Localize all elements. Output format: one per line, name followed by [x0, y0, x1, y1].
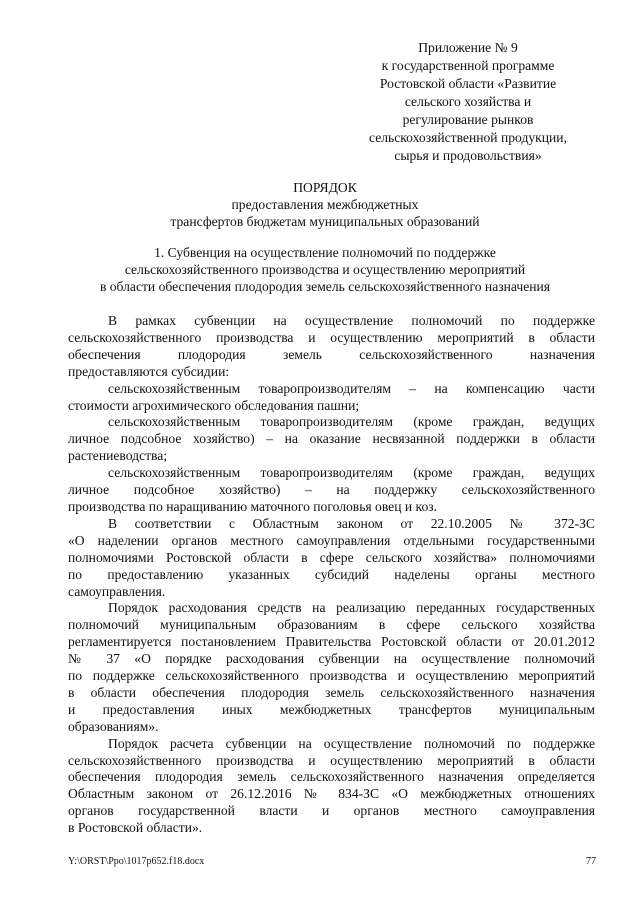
appendix-line: сельского хозяйства и — [404, 94, 532, 109]
body-line: регламентируется постановлением Правительства Ростовской области от 20.01.2012 — [68, 634, 595, 650]
body-line: самоуправления. — [68, 583, 166, 599]
body-line: предоставляются субсидии: — [68, 363, 230, 379]
appendix-line: регулирование рынков — [402, 112, 534, 127]
appendix-header — [340, 39, 596, 165]
body-line: сельскохозяйственного производства и осуществлению мероприятий в области — [68, 752, 595, 768]
body-line: сельскохозяйственного производства и осуществлению мероприятий в области — [68, 329, 595, 345]
body-line: полномочиями Ростовской области в сфере сельского хозяйства» полномочиями — [68, 549, 595, 565]
body-line: сельскохозяйственным товаропроизводителям (кроме граждан, ведущих — [108, 414, 595, 430]
body-line: Порядок расходования средств на реализацию переданных государственных — [108, 600, 595, 616]
body-line: обеспечения плодородия земель сельскохозяйственного назначения — [68, 346, 595, 362]
body-line: Порядок расчета субвенции на осуществление полномочий по поддержке — [108, 735, 595, 751]
title-subtitle: трансфертов бюджетам муниципальных образований — [170, 214, 480, 229]
body-line: и предоставления иных межбюджетных трансфертов муниципальным — [68, 701, 595, 717]
title-subtitle: предоставления межбюджетных — [231, 197, 419, 212]
document-title — [60, 179, 590, 230]
body-line: производства по наращиванию маточного поголовья овец и коз. — [68, 498, 438, 514]
body-line: по поддержке сельскохозяйственного производства и осуществлению мероприятий — [68, 668, 595, 684]
title-heading: ПОРЯДОК — [293, 180, 357, 195]
body-line: стоимости агрохимического обследования пашни; — [68, 397, 360, 413]
body-line: личное подсобное хозяйство) – на оказание несвязанной поддержки в области — [68, 431, 595, 447]
appendix-line: сырья и продовольствия» — [394, 148, 542, 163]
appendix-line: сельскохозяйственной продукции, — [369, 130, 567, 145]
body-line: сельскохозяйственным товаропроизводителям (кроме граждан, ведущих — [108, 465, 595, 481]
appendix-line: к государственной программе — [381, 58, 555, 73]
footer-file-path: Y:\ORST\Ppo\1017p652.f18.docx — [68, 856, 205, 867]
body-line: в области обеспечения плодородия земель сельскохозяйственного назначения — [68, 684, 595, 700]
body-line: В соответствии с Областным законом от 22.10.2005 № 372-ЗС — [108, 515, 595, 531]
body-line: полномочий муниципальным образованиям в сфере сельского хозяйства — [68, 617, 595, 633]
body-line: сельскохозяйственным товаропроизводителям – на компенсацию части — [108, 380, 595, 396]
body-line: в Ростовской области». — [68, 820, 203, 836]
section-heading-line: сельскохозяйственного производства и осуществлению мероприятий — [124, 262, 526, 277]
section-heading-line: в области обеспечения плодородия земель сельскохозяйственного назначения — [99, 279, 551, 294]
body-line: В рамках субвенции на осуществление полномочий по поддержке — [108, 313, 595, 328]
appendix-line: Ростовской области «Развитие — [379, 76, 557, 91]
body-line: органов государственной власти и органов местного самоуправления — [68, 803, 595, 819]
body-line: личное подсобное хозяйство) – на поддержку сельскохозяйственного — [68, 482, 595, 498]
body-line: «О наделении органов местного самоуправления отдельными государственными — [68, 532, 595, 548]
body-line: растениеводства; — [68, 448, 168, 464]
footer-page-number: 77 — [586, 856, 596, 867]
body-line: образованиям». — [68, 718, 159, 734]
appendix-line: Приложение № 9 — [418, 40, 518, 55]
body-line: № 37 «О порядке расходования субвенции на осуществление полномочий — [68, 651, 595, 667]
section-heading — [60, 244, 590, 295]
section-heading-line: 1. Субвенция на осуществление полномочий по поддержке — [154, 245, 496, 260]
body-line: Областным законом от 26.12.2016 № 834-ЗС «О межбюджетных отношениях — [68, 786, 595, 802]
body-line: обеспечения плодородия земель сельскохозяйственного назначения определяется — [68, 769, 595, 785]
body-text — [68, 313, 595, 837]
body-line: по предоставлению указанных субсидий наделены органы местного — [68, 566, 595, 582]
